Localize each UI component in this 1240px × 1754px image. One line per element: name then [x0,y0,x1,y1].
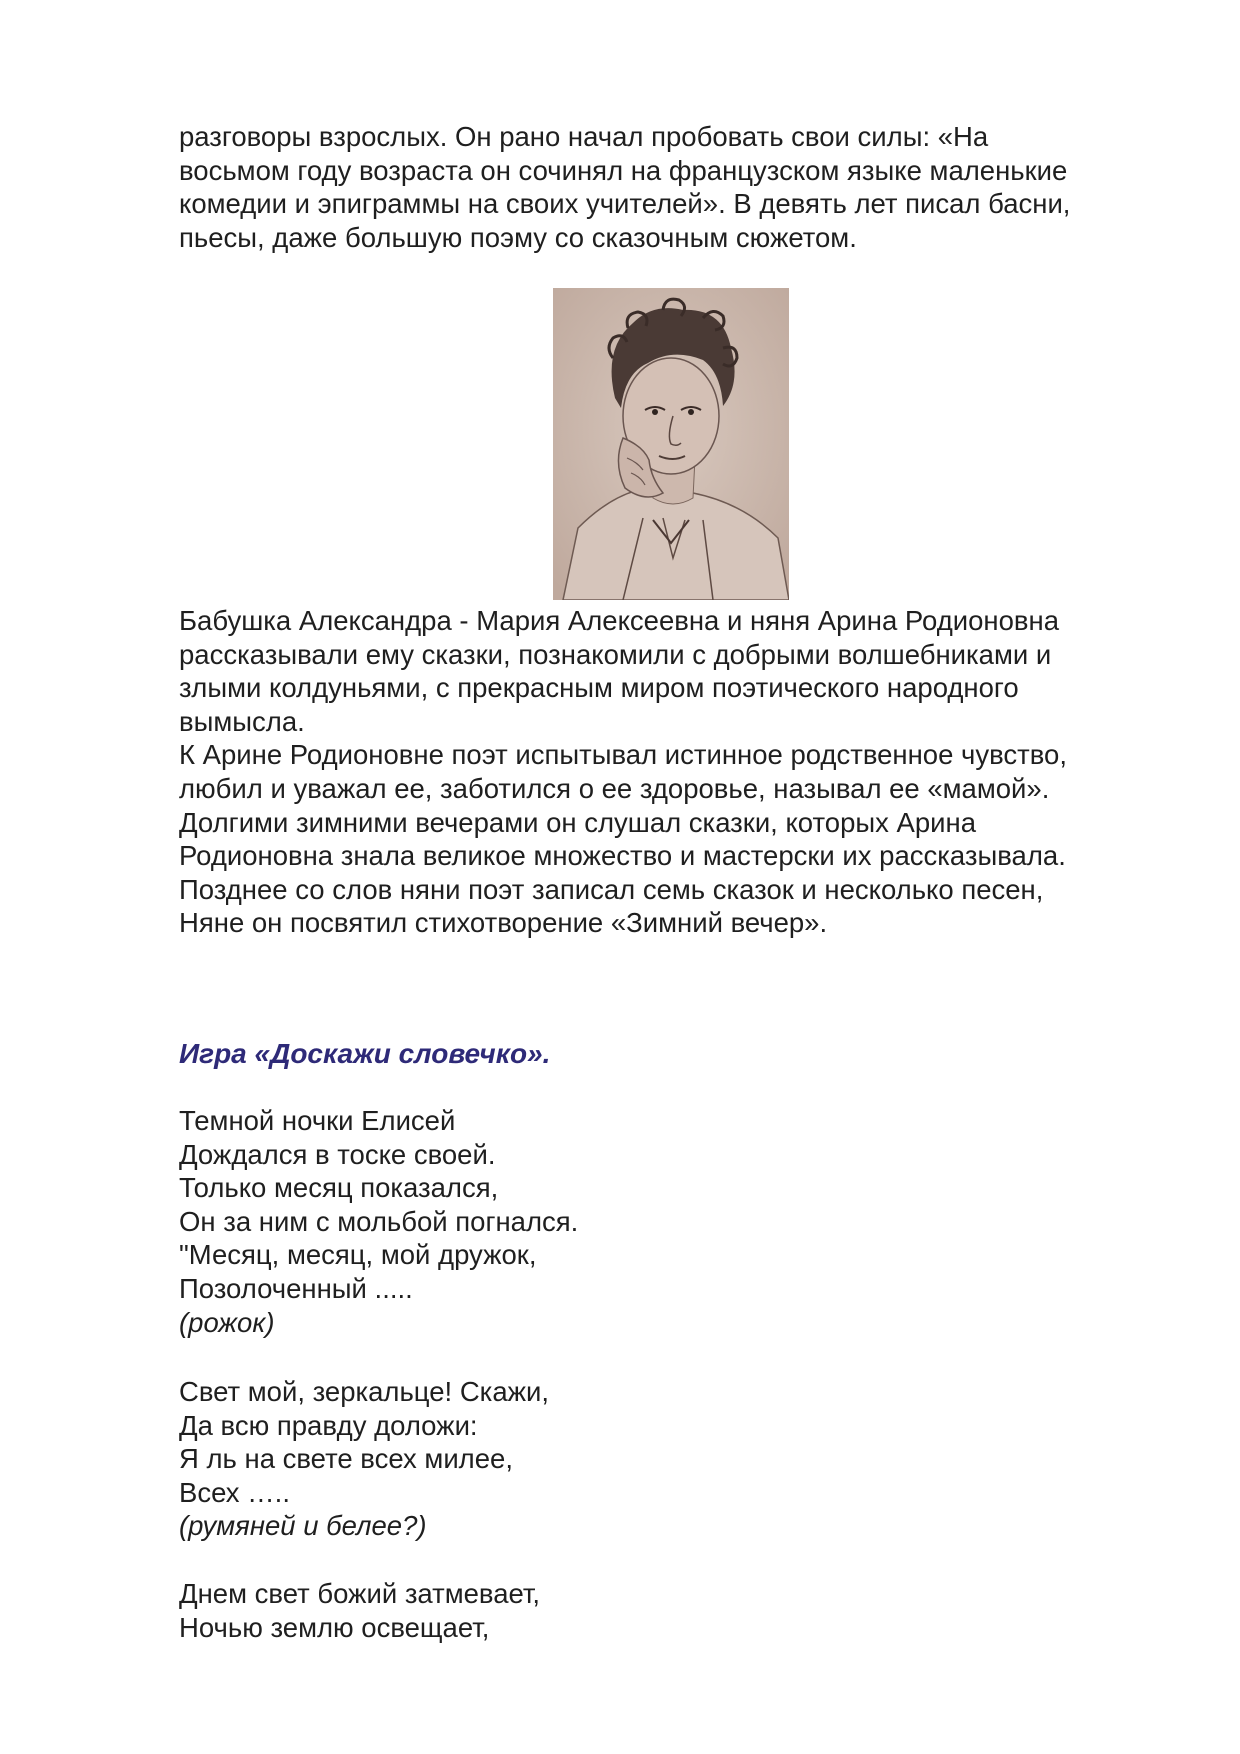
story-line: К Арине Родионовне поэт испытывал истинное родственное чувство, [179,739,1067,771]
story-paragraph [179,604,1139,940]
game-heading: Игра «Доскажи словечко». [179,1038,551,1069]
story-line: Няне он посвятил стихотворение «Зимний вечер». [179,907,828,939]
riddle-answer: (румяней и белее?) [179,1510,427,1542]
story-line: злыми колдуньями, с прекрасным миром поэтического народного [179,672,1019,704]
verse-line: Днем свет божий затмевает, [179,1578,541,1609]
verse-line: Позолоченный ..... [179,1272,413,1304]
riddle [179,1577,540,1644]
intro-paragraph [179,120,1139,254]
story-line: Родионовна знала великое множество и мастерски их рассказывала. [179,840,1066,872]
story-line: Позднее со слов няни поэт записал семь сказок и несколько песен, [179,873,1044,905]
story-line: вымысла. [179,705,305,737]
riddle [179,1375,549,1543]
riddle-answer: (рожок) [179,1306,275,1338]
story-line: рассказывали ему сказки, познакомили с добрыми волшебниками и [179,638,1052,670]
story-line: Долгими зимними вечерами он слушал сказки, которых Арина [179,806,977,838]
verse-line: Дождался в тоске своей. [179,1138,496,1170]
verse-line: Да всю правду доложи: [179,1409,478,1441]
verse-line: Свет мой, зеркальце! Скажи, [179,1376,550,1407]
verse-line: Всех ….. [179,1476,290,1508]
intro-line: комедии и эпиграммы на своих учителей». В девять лет писал басни, [179,188,1071,220]
riddle [179,1104,578,1339]
story-line: любил и уважал ее, заботился о ее здоровье, называл ее «мамой». [179,772,1050,804]
intro-line: разговоры взрослых. Он рано начал пробовать свои силы: «На [179,121,989,152]
intro-line: пьесы, даже большую поэму со сказочным сюжетом. [179,221,857,253]
story-line: Бабушка Александра - Мария Алексеевна и няня Арина Родионовна [179,605,1059,636]
verse-line: Я ль на свете всех милее, [179,1443,513,1475]
verse-line: "Месяц, месяц, мой дружок, [179,1239,537,1271]
verse-line: Темной ночки Елисей [179,1105,456,1136]
verse-line: Только месяц показался, [179,1172,499,1204]
verse-line: Он за ним с мольбой погнался. [179,1205,579,1237]
verse-line: Ночью землю освещает, [179,1611,490,1643]
portrait-sketch-icon [553,288,789,600]
intro-line: восьмом году возраста он сочинял на французском языке маленькие [179,154,1068,186]
